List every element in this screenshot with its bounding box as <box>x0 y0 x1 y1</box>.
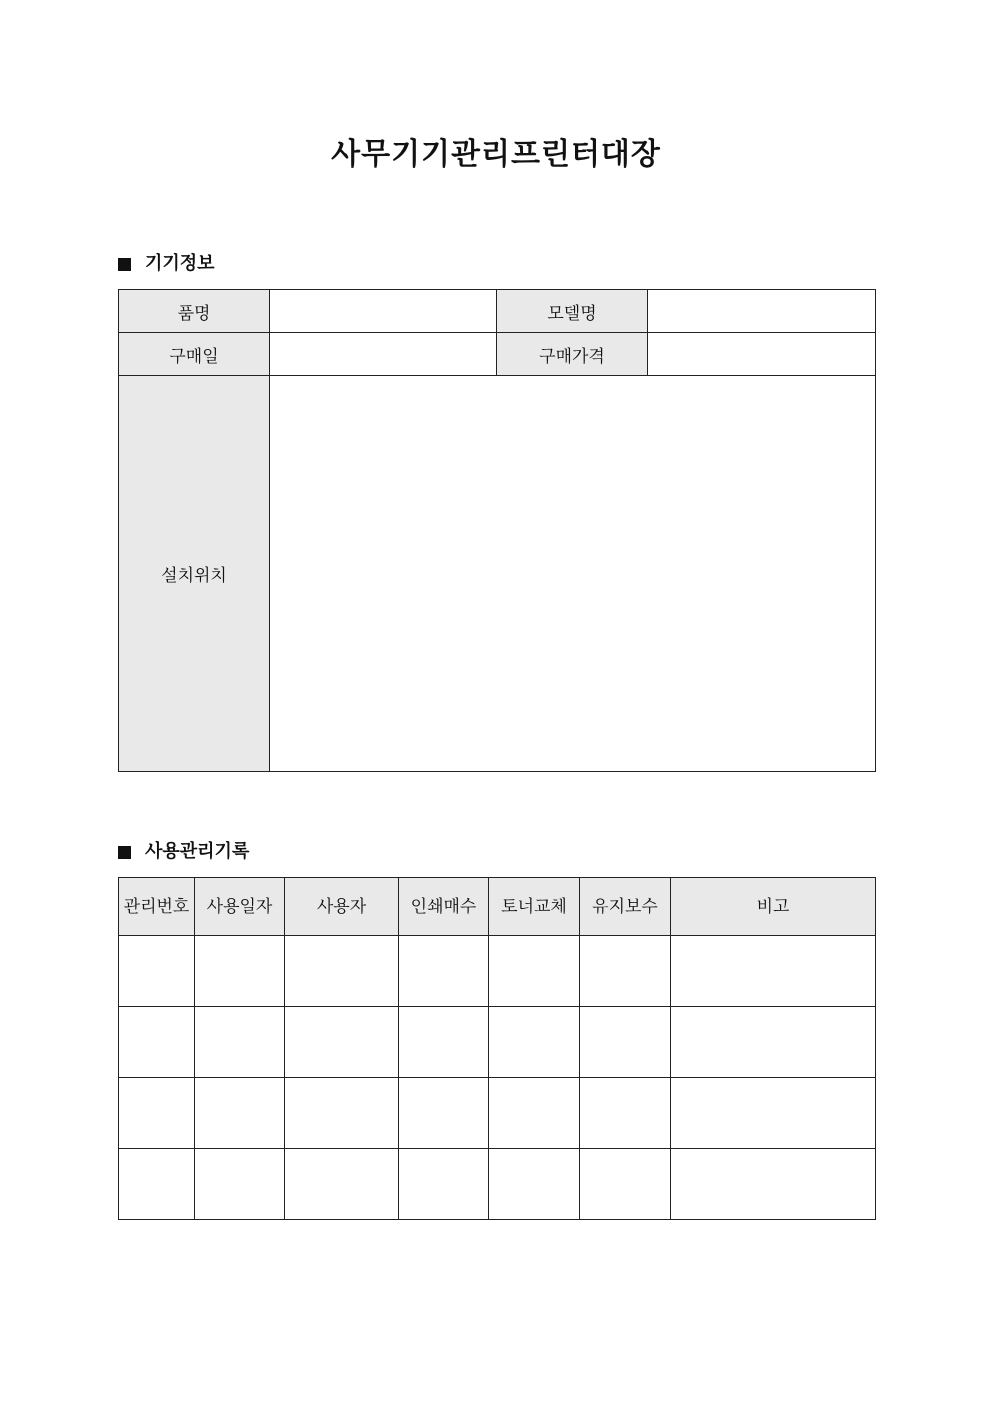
column-header-remarks: 비고 <box>671 878 876 936</box>
table-cell[interactable] <box>580 1007 671 1078</box>
table-row <box>119 376 876 772</box>
column-header-toner-replacement: 토너교체 <box>489 878 580 936</box>
model-name-field[interactable] <box>648 290 876 333</box>
table-cell[interactable] <box>399 1078 489 1149</box>
table-cell[interactable] <box>489 1149 580 1220</box>
install-location-field[interactable] <box>270 376 876 772</box>
table-row <box>119 1149 876 1220</box>
table-row <box>119 1078 876 1149</box>
table-cell[interactable] <box>671 1149 876 1220</box>
table-row <box>119 1007 876 1078</box>
column-header-usage-date: 사용일자 <box>195 878 285 936</box>
table-cell[interactable] <box>119 1007 195 1078</box>
table-cell[interactable] <box>195 1149 285 1220</box>
table-row <box>119 333 876 376</box>
table-cell[interactable] <box>285 1149 399 1220</box>
table-cell[interactable] <box>119 1078 195 1149</box>
square-bullet-icon <box>118 846 131 859</box>
column-header-print-count: 인쇄매수 <box>399 878 489 936</box>
product-name-field[interactable] <box>270 290 497 333</box>
section-heading-usage-log <box>118 840 249 864</box>
column-header-maintenance: 유지보수 <box>580 878 671 936</box>
purchase-date-label: 구매일 <box>119 333 270 376</box>
table-cell[interactable] <box>580 1149 671 1220</box>
table-row <box>119 936 876 1007</box>
section-heading-label: 기기정보 <box>145 253 215 274</box>
table-cell[interactable] <box>195 1007 285 1078</box>
table-cell[interactable] <box>119 936 195 1007</box>
table-cell[interactable] <box>671 936 876 1007</box>
square-bullet-icon <box>118 258 131 271</box>
usage-log-table <box>118 877 876 1220</box>
column-header-management-number: 관리번호 <box>119 878 195 936</box>
purchase-price-label: 구매가격 <box>497 333 648 376</box>
table-row <box>119 290 876 333</box>
table-cell[interactable] <box>285 1007 399 1078</box>
section-heading-device-info <box>118 252 215 276</box>
table-cell[interactable] <box>195 1078 285 1149</box>
table-cell[interactable] <box>489 936 580 1007</box>
table-cell[interactable] <box>399 1007 489 1078</box>
table-cell[interactable] <box>580 1078 671 1149</box>
table-cell[interactable] <box>580 936 671 1007</box>
page-title: 사무기기관리프린터대장 <box>331 137 661 172</box>
model-name-label: 모델명 <box>497 290 648 333</box>
table-cell[interactable] <box>195 936 285 1007</box>
column-header-user: 사용자 <box>285 878 399 936</box>
table-cell[interactable] <box>285 936 399 1007</box>
purchase-price-field[interactable] <box>648 333 876 376</box>
section-heading-label: 사용관리기록 <box>145 841 250 862</box>
table-cell[interactable] <box>119 1149 195 1220</box>
table-cell[interactable] <box>671 1078 876 1149</box>
table-cell[interactable] <box>671 1007 876 1078</box>
table-cell[interactable] <box>285 1078 399 1149</box>
product-name-label: 품명 <box>119 290 270 333</box>
table-cell[interactable] <box>489 1078 580 1149</box>
table-cell[interactable] <box>489 1007 580 1078</box>
table-cell[interactable] <box>399 936 489 1007</box>
device-info-table <box>118 289 876 772</box>
install-location-label: 설치위치 <box>119 376 270 772</box>
purchase-date-field[interactable] <box>270 333 497 376</box>
table-header-row <box>119 878 876 936</box>
table-cell[interactable] <box>399 1149 489 1220</box>
